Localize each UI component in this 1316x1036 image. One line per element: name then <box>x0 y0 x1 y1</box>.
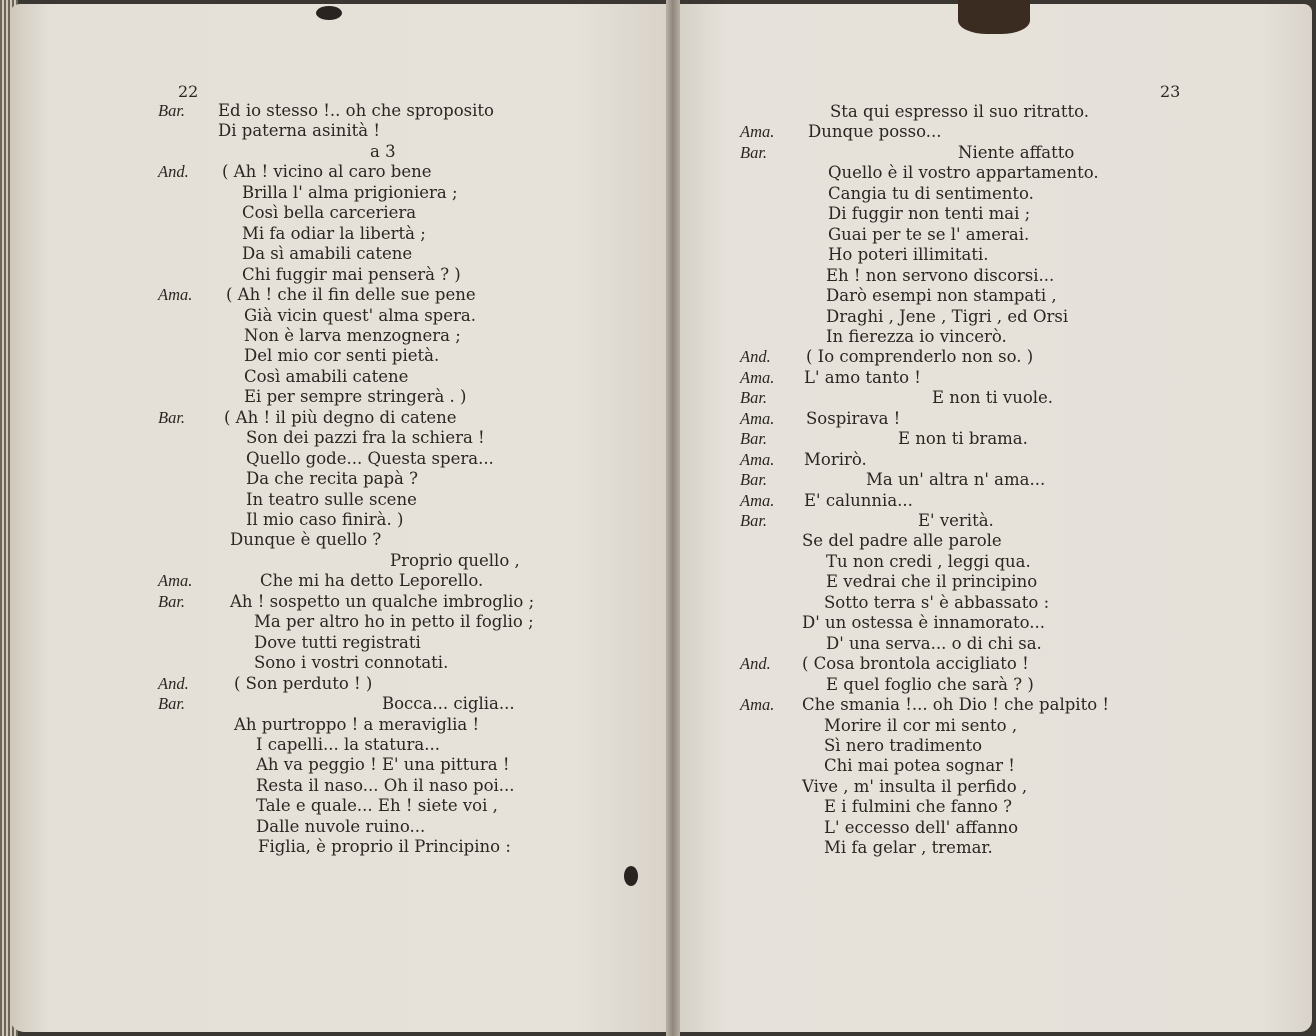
left-text-line: Il mio caso finirà. ) <box>246 510 404 529</box>
right-text-line: Morirò. <box>804 449 867 469</box>
right-text-line: ( Io comprenderlo non so. ) <box>806 347 1034 367</box>
right-text-line: Vive , m' insulta il perfido , <box>802 776 1028 796</box>
right-speaker-label: Ama. <box>740 695 775 715</box>
left-text-line: Son dei pazzi fra la schiera ! <box>246 428 485 448</box>
left-text-line: Tale e quale... Eh ! siete voi , <box>256 796 498 816</box>
right-text-line: D' una serva... o di chi sa. <box>826 633 1042 653</box>
ink-stain <box>316 6 342 20</box>
left-text-line: Ah ! sospetto un qualche imbroglio ; <box>230 591 535 611</box>
left-speaker-label: Bar. <box>158 591 186 611</box>
book-gutter <box>666 0 680 1036</box>
right-text-line: Tu non credi , leggi qua. <box>826 551 1031 571</box>
left-text-line: Ei per sempre stringerà . ) <box>244 387 467 407</box>
right-text-line: Mi fa gelar , tremar. <box>824 838 993 858</box>
right-text-line: D' un ostessa è innamorato... <box>802 613 1046 633</box>
right-speaker-label: And. <box>740 347 771 367</box>
left-text-line: In teatro sulle scene <box>246 489 417 509</box>
right-text-line: Chi mai potea sognar ! <box>824 756 1015 776</box>
right-speaker-label: Ama. <box>740 367 775 387</box>
right-text-line: Darò esempi non stampati , <box>826 286 1057 306</box>
right-text-line: Quello è il vostro appartamento. <box>828 163 1099 183</box>
right-text-line: Cangia tu di sentimento. <box>828 183 1034 203</box>
ink-stain <box>624 866 638 886</box>
right-text-line: Sotto terra s' è abbassato : <box>824 592 1050 612</box>
right-text-line: Eh ! non servono discorsi... <box>826 265 1055 285</box>
left-text-line: Da che recita papà ? <box>246 469 418 489</box>
right-speaker-label: Bar. <box>740 429 768 449</box>
right-text-line: ( Cosa brontola accigliato ! <box>802 654 1029 674</box>
right-text-line: Ma un' altra n' ama... <box>866 470 1046 490</box>
right-speaker-label: Ama. <box>740 449 775 469</box>
right-text-line: Che smania !... oh Dio ! che palpito ! <box>802 695 1110 715</box>
ink-stain <box>958 0 1030 34</box>
right-speaker-label: Ama. <box>740 122 775 142</box>
right-text-line: L' eccesso dell' affanno <box>824 817 1019 837</box>
left-text-line: Mi fa odiar la libertà ; <box>242 223 426 243</box>
left-text-line: Ed io stesso !.. oh che sproposito <box>218 101 494 120</box>
left-speaker-label: And. <box>158 673 189 693</box>
right-speaker-label: Ama. <box>740 408 775 428</box>
left-text-line: Resta il naso... Oh il naso poi... <box>256 775 515 795</box>
left-speaker-label: Bar. <box>158 101 186 120</box>
left-text-line: Non è larva menzognera ; <box>244 325 461 345</box>
left-text-line: Dunque è quello ? <box>230 530 382 550</box>
left-speaker-label: Ama. <box>158 571 193 591</box>
right-text-line: Morire il cor mi sento , <box>824 715 1018 735</box>
left-text-line: Così bella carceriera <box>242 203 417 223</box>
right-speaker-label: And. <box>740 654 771 674</box>
right-speaker-label: Ama. <box>740 490 775 510</box>
left-speaker-label: Bar. <box>158 694 186 714</box>
right-text-line: Sospirava ! <box>806 408 901 428</box>
left-text-line: Quello gode... Questa spera... <box>246 448 494 468</box>
right-speaker-label: Bar. <box>740 470 768 490</box>
left-text-line: Dove tutti registrati <box>254 632 421 652</box>
left-text-line: Figlia, è proprio il Principino : <box>258 837 511 857</box>
left-text-line: Già vicin quest' alma spera. <box>244 305 476 325</box>
left-text-line: Ah va peggio ! E' una pittura ! <box>256 755 510 775</box>
right-speaker-label: Bar. <box>740 142 768 162</box>
left-text-line: Che mi ha detto Leporello. <box>260 571 484 591</box>
left-text-line: ( Ah ! che il fin delle sue pene <box>226 285 476 305</box>
right-text-line: E non ti brama. <box>898 429 1028 449</box>
left-text-line: Da sì amabili catene <box>242 244 413 264</box>
right-text-line: Draghi , Jene , Tigri , ed Orsi <box>826 306 1069 326</box>
right-text-line: L' amo tanto ! <box>804 367 921 387</box>
left-text-line: Così amabili catene <box>244 366 409 386</box>
left-text-line: I capelli... la statura... <box>256 734 440 754</box>
right-speaker-label: Bar. <box>740 388 768 408</box>
right-text-line: E' verità. <box>918 511 994 530</box>
left-text-line: Del mio cor senti pietà. <box>244 346 440 366</box>
right-text-line: E i fulmini che fanno ? <box>824 797 1012 817</box>
left-text-line: ( Son perduto ! ) <box>234 673 373 693</box>
left-speaker-label: Bar. <box>158 407 186 427</box>
left-speaker-label: And. <box>158 162 189 182</box>
right-text-line: E quel foglio che sarà ? ) <box>826 674 1034 694</box>
right-text-line: E vedrai che il principino <box>826 572 1038 592</box>
right-text-line: Guai per te se l' amerai. <box>828 224 1030 244</box>
left-speaker-label: Ama. <box>158 285 193 305</box>
left-text-line: Dalle nuvole ruino... <box>256 816 426 836</box>
right-text-line: E' calunnia... <box>804 490 913 510</box>
left-text-line: a 3 <box>370 141 396 161</box>
left-text-line: Sono i vostri connotati. <box>254 653 449 673</box>
right-text-line: Sì nero tradimento <box>824 735 983 755</box>
right-text-line: Ho poteri illimitati. <box>828 245 989 265</box>
right-text-line: E non ti vuole. <box>932 388 1054 408</box>
left-text-line: Proprio quello , <box>390 550 520 570</box>
right-text-line: In fierezza io vincerò. <box>826 326 1007 346</box>
left-text-line: Brilla l' alma prigioniera ; <box>242 182 458 202</box>
right-speaker-label: Bar. <box>740 511 768 530</box>
left-text-line: Di paterna asinità ! <box>218 121 380 141</box>
left-text-line: ( Ah ! il più degno di catene <box>224 407 457 427</box>
page-number-right: 23 <box>1160 82 1181 101</box>
right-text-line: Sta qui espresso il suo ritratto. <box>830 102 1090 121</box>
left-text-line: Ah purtroppo ! a meraviglia ! <box>234 714 480 734</box>
left-text-line: Bocca... ciglia... <box>382 694 515 714</box>
right-text-line: Se del padre alle parole <box>802 531 1002 551</box>
page-number-left: 22 <box>178 82 199 101</box>
left-text-line: Chi fuggir mai penserà ? ) <box>242 264 461 284</box>
right-text-line: Dunque posso... <box>808 122 942 142</box>
right-text-line: Di fuggir non tenti mai ; <box>828 204 1031 224</box>
right-text-line: Niente affatto <box>958 142 1075 162</box>
left-text-line: Ma per altro ho in petto il foglio ; <box>254 612 534 632</box>
left-text-line: ( Ah ! vicino al caro bene <box>222 162 432 182</box>
